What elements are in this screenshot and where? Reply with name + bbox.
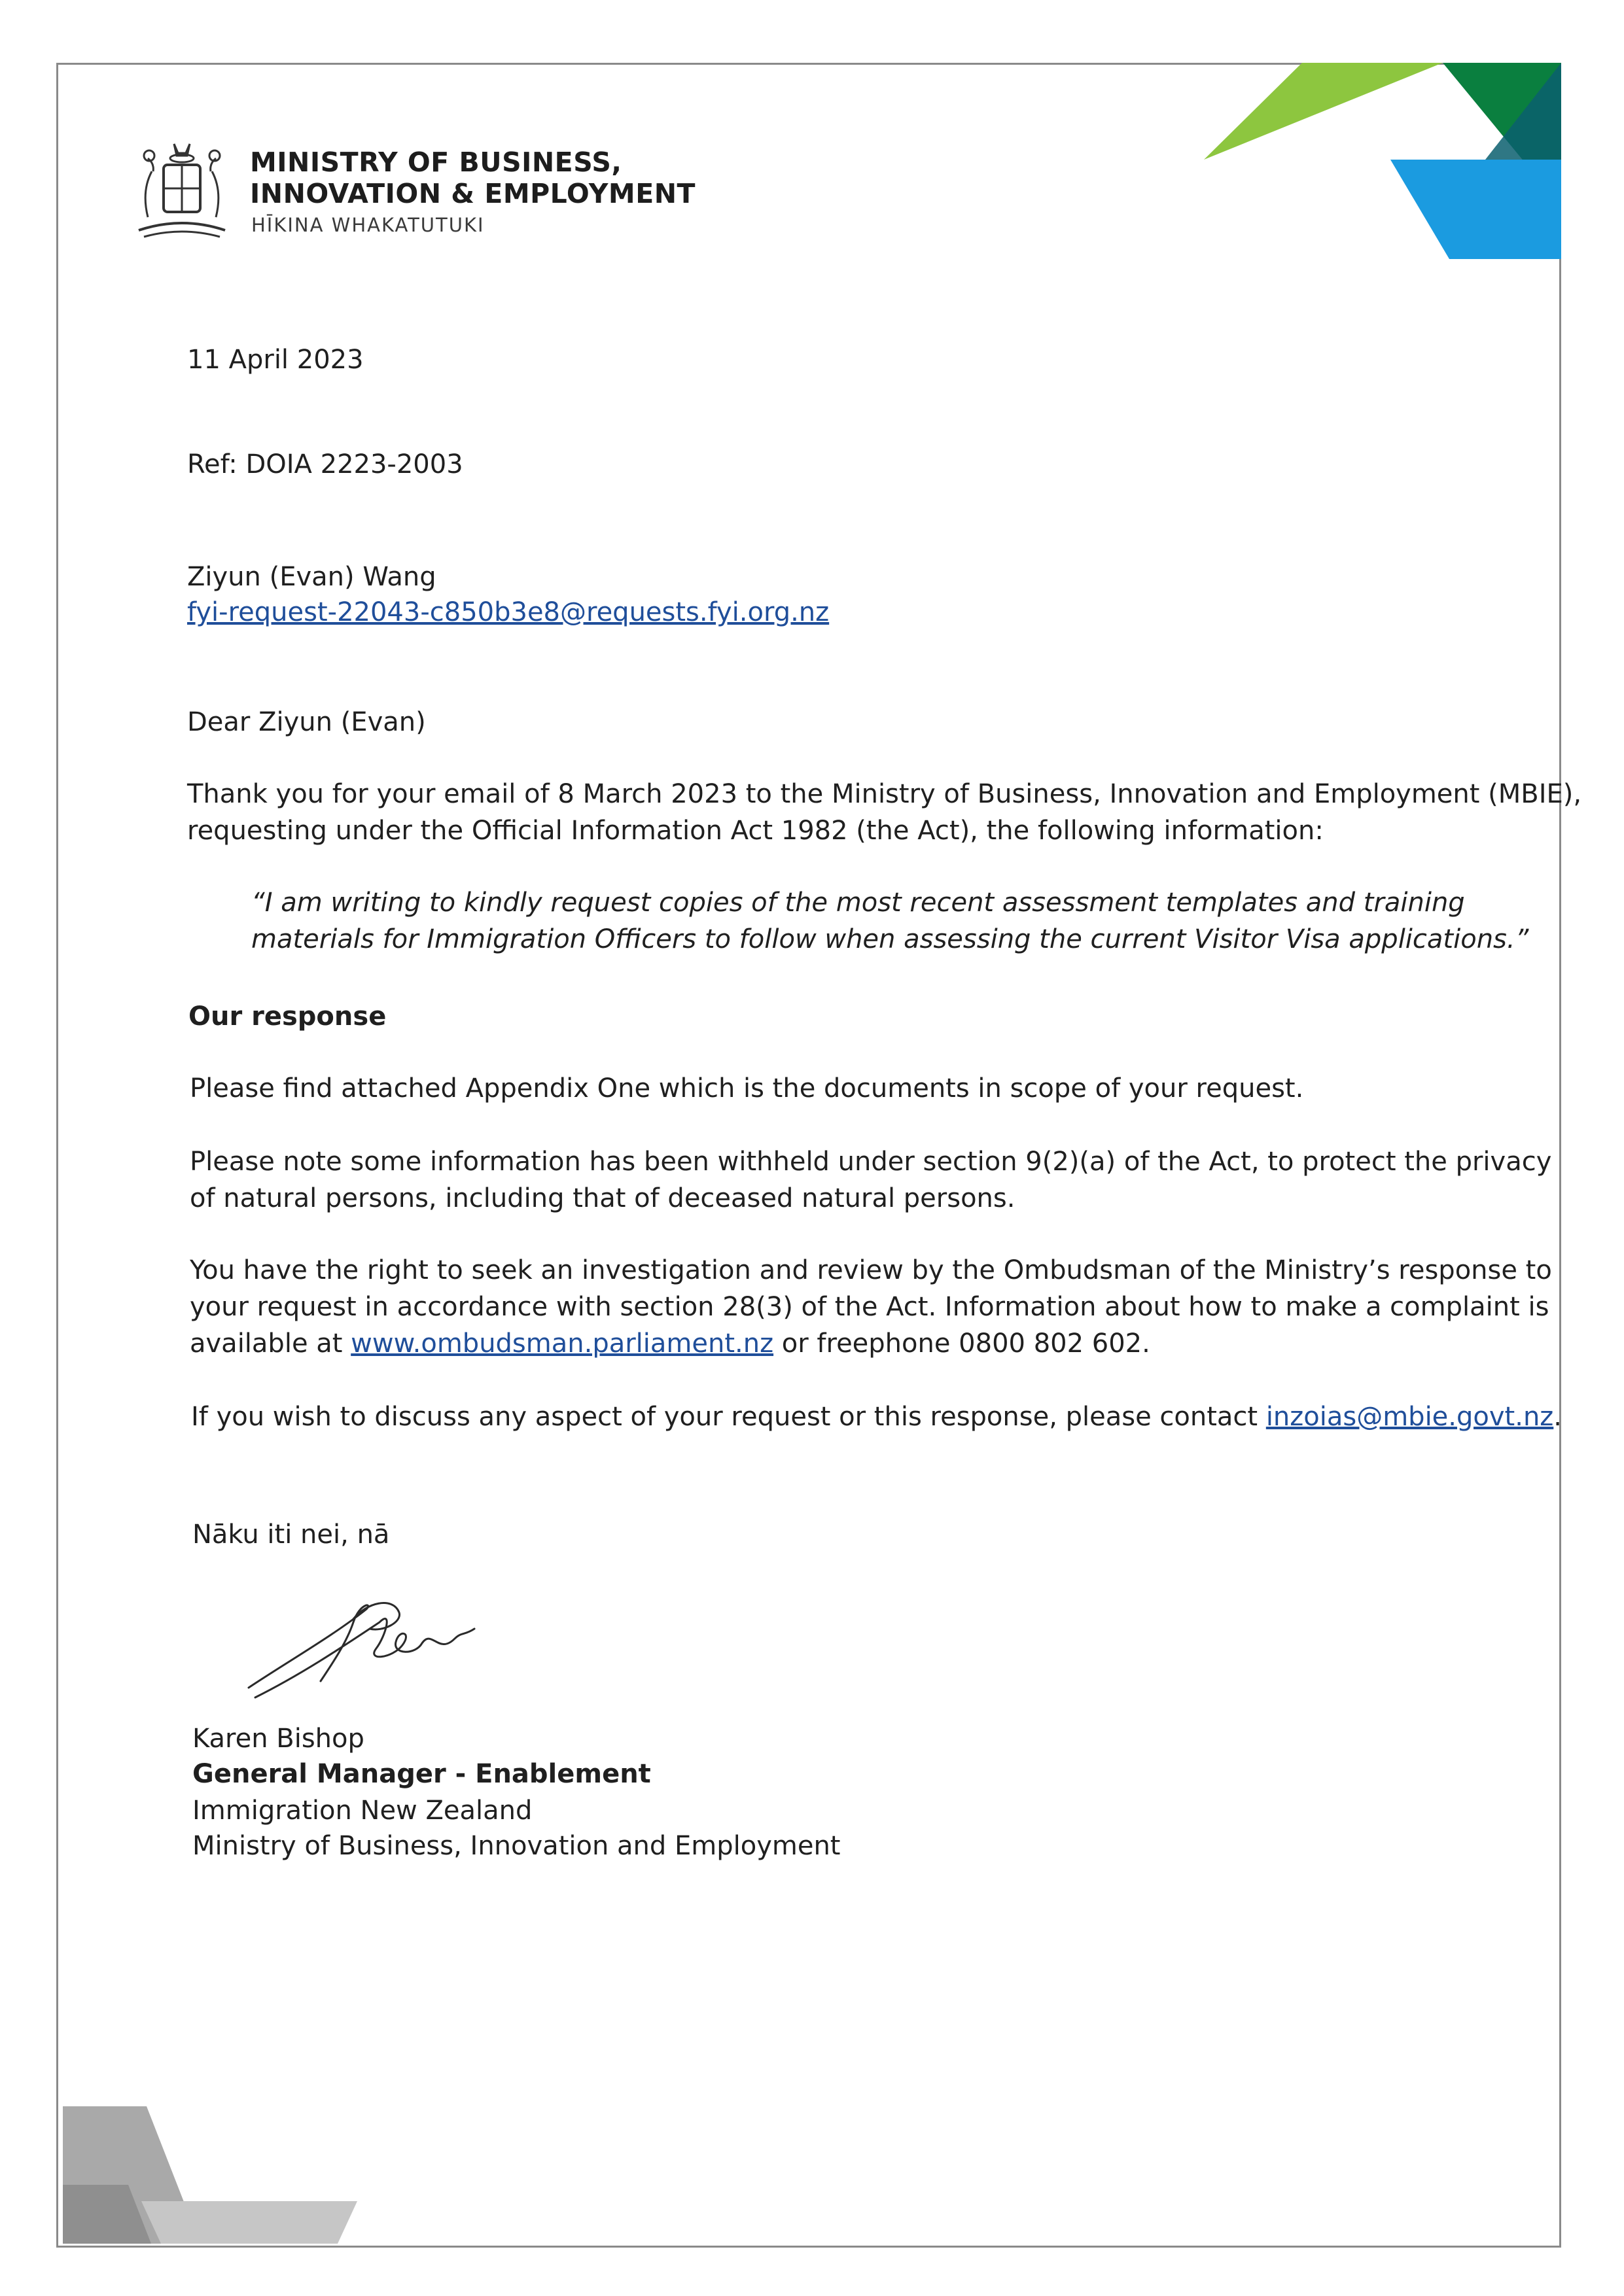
- intro-line-1: Thank you for your email of 8 March 2023 to the Ministry of Business, Innovation and Employment (MBIE),: [187, 779, 1582, 809]
- green-triangle: [1204, 63, 1443, 160]
- quote-line-1: “I am writing to kindly request copies of the most recent assessment templates and training: [251, 888, 1465, 918]
- paragraph-appendix: Please find attached Appendix One which is the documents in scope of your request.: [190, 1073, 1304, 1104]
- paragraph-withheld-line-2: of natural persons, including that of deceased natural persons.: [190, 1183, 1015, 1213]
- signer-unit: Immigration New Zealand: [192, 1796, 533, 1826]
- recipient-email-link[interactable]: fyi-request-22043-c850b3e8@requests.fyi.org.nz: [187, 597, 830, 627]
- paragraph-ombudsman-line-2: your request in accordance with section 28(3) of the Act. Information about how to make a complaint is: [190, 1292, 1549, 1322]
- brand-corner-graphic: [1204, 63, 1561, 259]
- org-maori-name: HĪKINA WHAKATUTUKI: [251, 214, 485, 236]
- paragraph-contact: [191, 1399, 1562, 1435]
- reference-number: Ref: DOIA 2223-2003: [187, 449, 463, 479]
- ministry-logo: [126, 139, 715, 250]
- signer-title: General Manager - Enablement: [192, 1759, 651, 1789]
- quote-line-2: materials for Immigration Officers to follow when assessing the current Visitor Visa applications.”: [251, 924, 1529, 954]
- paragraph-ombudsman-line-1: You have the right to seek an investigation and review by the Ombudsman of the Ministry’s response to: [190, 1255, 1552, 1285]
- signer-organisation: Ministry of Business, Innovation and Employment: [192, 1831, 841, 1861]
- handwritten-signature: [236, 1583, 530, 1714]
- response-heading: Our response: [188, 1001, 387, 1032]
- recipient-name: Ziyun (Evan) Wang: [187, 562, 436, 592]
- blue-triangle: [1390, 160, 1561, 259]
- contact-email-link[interactable]: inzoias@mbie.govt.nz: [1265, 1402, 1554, 1432]
- contact-suffix: .: [1553, 1402, 1562, 1432]
- ombudsman-prefix: available at: [190, 1329, 351, 1359]
- contact-prefix: If you wish to discuss any aspect of your request or this response, please contact: [191, 1402, 1266, 1432]
- paragraph-ombudsman-line-3: [190, 1325, 1150, 1362]
- letter-date: 11 April 2023: [187, 345, 364, 375]
- paragraph-withheld-line-1: Please note some information has been withheld under section 9(2)(a) of the Act, to protect the privacy: [190, 1147, 1552, 1177]
- sign-off: Nāku iti nei, nā: [192, 1520, 390, 1550]
- salutation: Dear Ziyun (Evan): [187, 707, 426, 737]
- nz-coat-of-arms-icon: [126, 139, 237, 249]
- intro-line-2: requesting under the Official Information Act 1982 (the Act), the following information:: [187, 816, 1324, 846]
- org-name-line2: INNOVATION & EMPLOYMENT: [250, 178, 696, 209]
- ombudsman-link[interactable]: www.ombudsman.parliament.nz: [351, 1329, 774, 1359]
- signer-name: Karen Bishop: [192, 1724, 364, 1754]
- ombudsman-suffix: or freephone 0800 802 602.: [773, 1329, 1150, 1359]
- org-name-line1: MINISTRY OF BUSINESS,: [250, 147, 622, 178]
- footer-grey-graphic: [63, 2106, 370, 2244]
